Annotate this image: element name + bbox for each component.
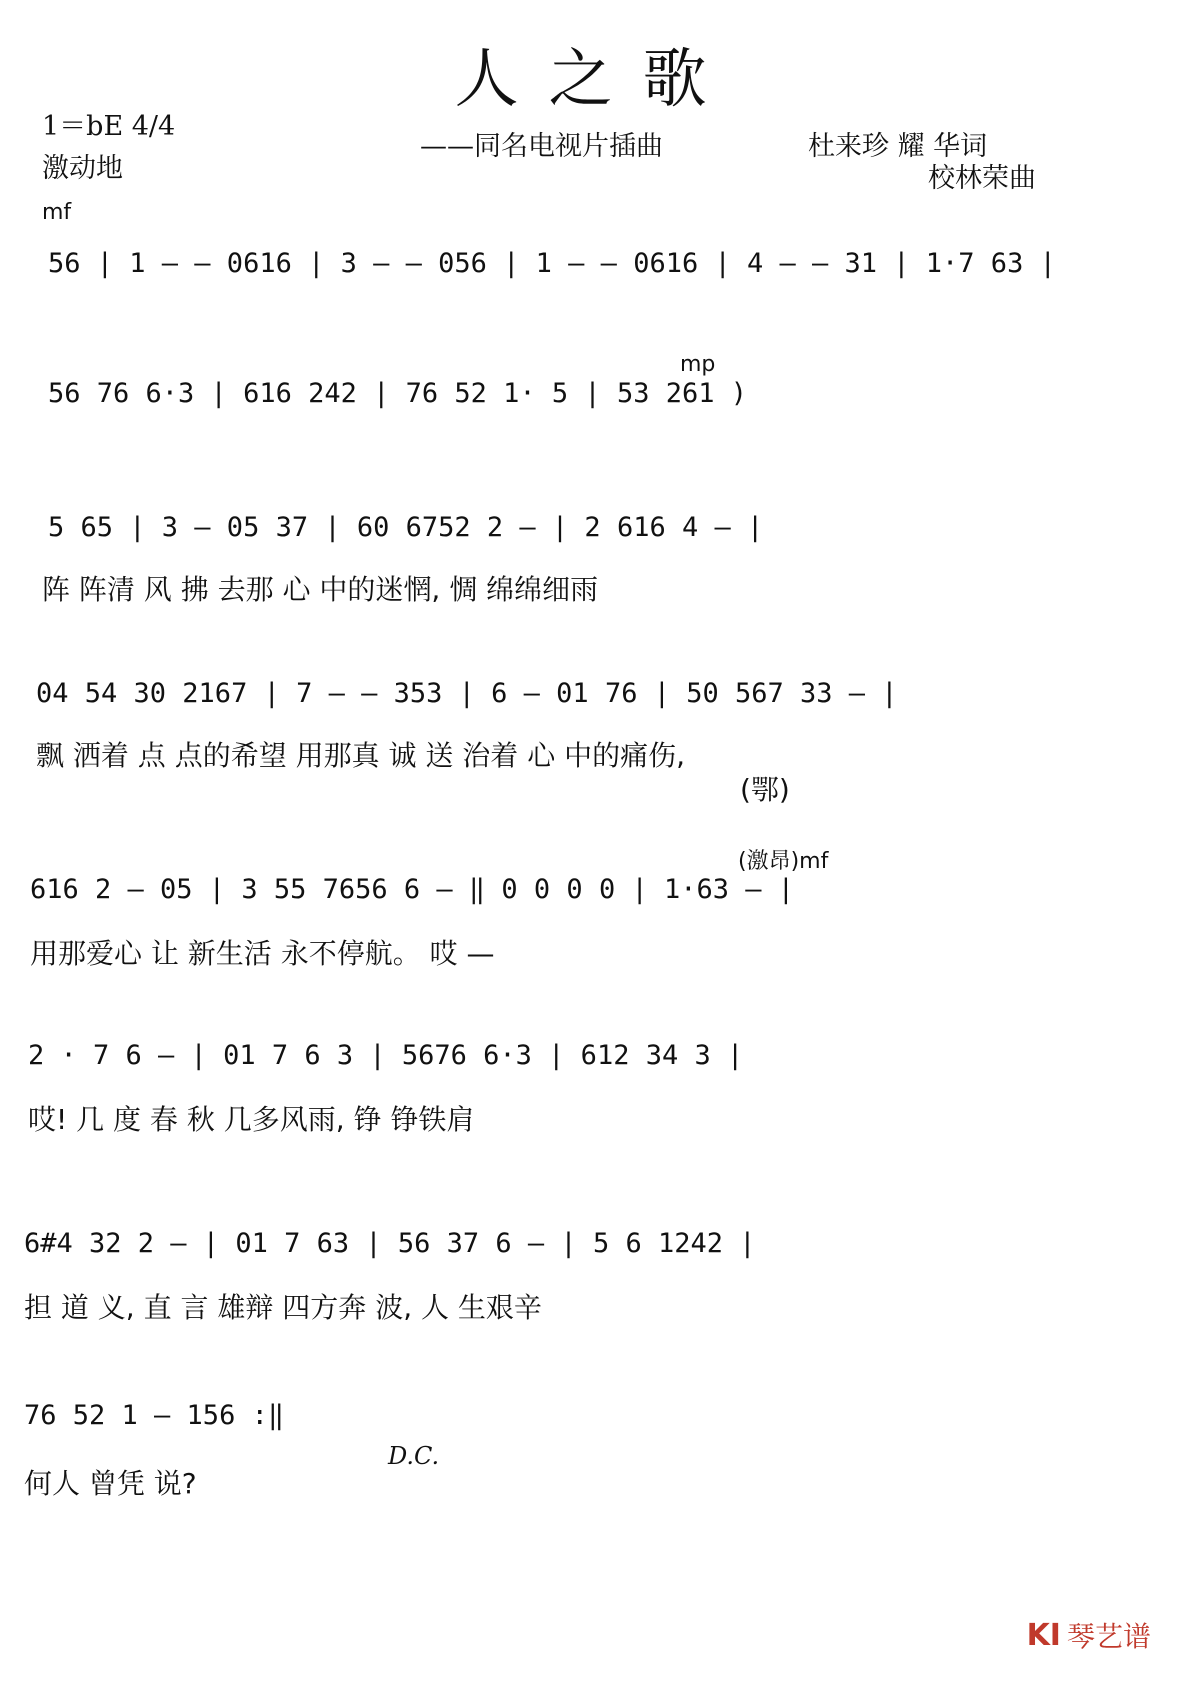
key-signature: 1＝bE 4/4 bbox=[42, 111, 176, 142]
dynamic-mf-agitated: (激昂)mf bbox=[738, 849, 829, 874]
lyrics-line: 用那爱心 让 新生活 永不停航。 哎 — bbox=[30, 937, 495, 970]
lyrics-alternate: (鄂) bbox=[740, 773, 790, 806]
dynamic-mp: mp bbox=[680, 352, 716, 377]
notes-line: 2 · 7 6 — | 01 7 6 3 | 5676 6·3 | 612 34 3 | bbox=[28, 1040, 744, 1071]
watermark-text: 琴艺谱 bbox=[1066, 1620, 1151, 1653]
notes-line: 56 76 6·3 | 616 242 | 76 52 1· 5 | 53 261 ) bbox=[48, 378, 747, 409]
watermark-mark: KI bbox=[1026, 1617, 1061, 1653]
dynamic-mf: mf bbox=[42, 200, 72, 225]
notes-line: 616 2 — 05 | 3 55 7656 6 — ‖ 0 0 0 0 | 1·63 — | bbox=[30, 874, 795, 905]
watermark-logo bbox=[1027, 1615, 1151, 1655]
notes-line: 04 54 30 2167 | 7 — — 353 | 6 — 01 76 | 50 567 33 — | bbox=[36, 678, 898, 709]
notes-line: 76 52 1 — 156 :‖ bbox=[24, 1400, 285, 1431]
notes-line: 6#4 32 2 — | 01 7 63 | 56 37 6 — | 5 6 1242 | bbox=[24, 1228, 756, 1259]
composer-credit: 校林荣曲 bbox=[928, 163, 1036, 194]
lyrics-line: 飘 洒着 点 点的希望 用那真 诚 送 治着 心 中的痛伤, bbox=[36, 739, 686, 772]
tempo-marking: 激动地 bbox=[42, 153, 123, 184]
lyrics-line: 阵 阵清 风 拂 去那 心 中的迷惘, 惆 绵绵细雨 bbox=[42, 573, 599, 606]
notes-line: 5 65 | 3 — 05 37 | 60 6752 2 — | 2 616 4 — | bbox=[48, 512, 764, 543]
lyrics-line: 担 道 义, 直 言 雄辩 四方奔 波, 人 生艰辛 bbox=[24, 1291, 542, 1324]
notes-line: 56 | 1 — — 0616 | 3 — — 056 | 1 — — 0616 | 4 — — 31 | 1·7 63 | bbox=[48, 248, 1056, 279]
subtitle: ——同名电视片插曲 bbox=[420, 131, 663, 162]
lyrics-line: 哎! 几 度 春 秋 几多风雨, 铮 铮铁肩 bbox=[28, 1103, 475, 1136]
lyrics-line: 何人 曾凭 说? bbox=[24, 1467, 197, 1500]
page-title: 人之歌 bbox=[454, 43, 737, 117]
lyricists-credit: 杜来珍 耀 华词 bbox=[808, 131, 988, 162]
da-capo-marking: D.C. bbox=[388, 1442, 440, 1470]
